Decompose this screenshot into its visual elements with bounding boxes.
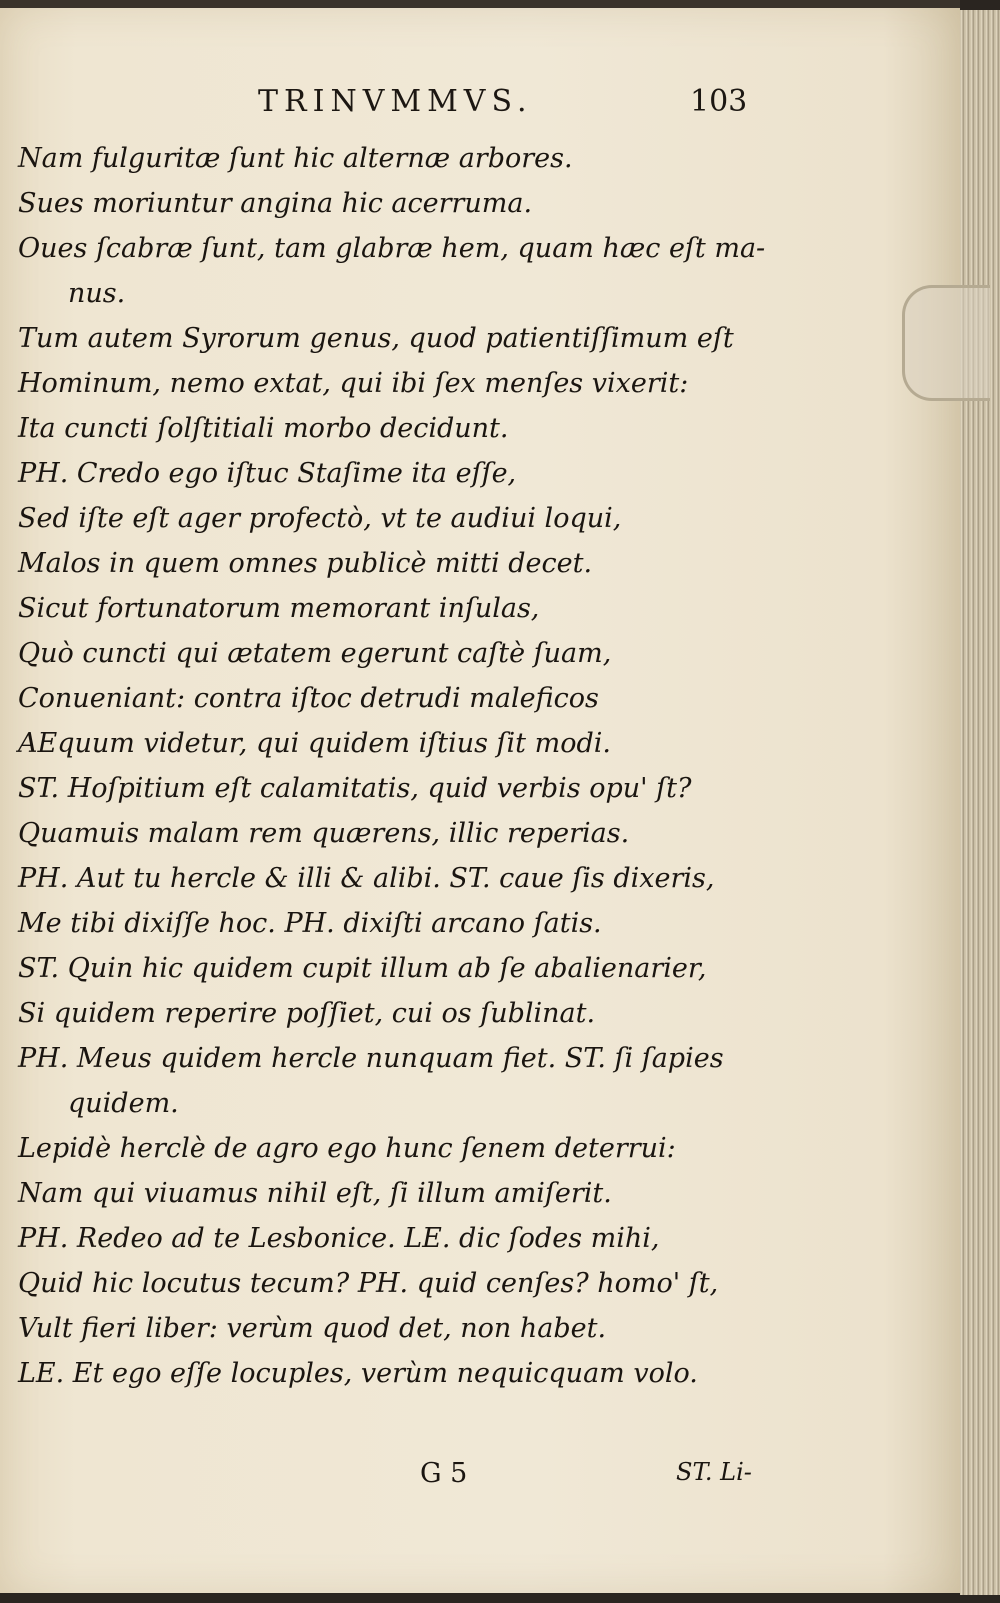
verse-line: Sicut fortunatorum memorant inſulas, bbox=[18, 593, 540, 624]
verse-line: nus. bbox=[68, 278, 126, 309]
verse-line: Conueniant: contra iſtoc detrudi maleficos bbox=[18, 683, 599, 714]
verse-line: Sues moriuntur angina hic acerruma. bbox=[18, 188, 533, 219]
verse-line: Malos in quem omnes publicè mitti decet. bbox=[18, 548, 593, 579]
verse-line: AEquum videtur, qui quidem iſtius ſit modi. bbox=[18, 728, 611, 759]
verse-line: Si quidem reperire poſſiet, cui os ſublinat. bbox=[18, 998, 596, 1029]
page-header bbox=[0, 84, 960, 124]
verse-line: Ita cuncti ſolſtitiali morbo decidunt. bbox=[18, 413, 509, 444]
verse-line: PH. Aut tu hercle & illi & alibi. ST. caue ſis dixeris, bbox=[18, 863, 715, 894]
verse-line: Sed iſte eſt ager profectò, vt te audiui loqui, bbox=[18, 503, 622, 534]
verse-text bbox=[18, 136, 778, 1396]
verse-line: Hominum, nemo extat, qui ibi ſex menſes vixerit: bbox=[18, 368, 689, 399]
running-head: TRINVMMVS. bbox=[258, 84, 533, 119]
page-footer bbox=[0, 1458, 960, 1498]
verse-line: PH. Redeo ad te Lesbonice. LE. dic ſodes mihi, bbox=[18, 1223, 660, 1254]
page-fore-edge bbox=[960, 10, 1000, 1595]
verse-line: Oues ſcabræ ſunt, tam glabræ hem, quam hæc eſt ma- bbox=[18, 233, 766, 264]
page-clip bbox=[902, 285, 990, 401]
verse-line: Nam fulguritæ ſunt hic alternæ arbores. bbox=[18, 143, 573, 174]
signature-mark: G 5 bbox=[420, 1458, 468, 1489]
verse-line: quidem. bbox=[68, 1088, 179, 1119]
verse-line: ST. Hoſpitium eſt calamitatis, quid verbis opu' ſt? bbox=[18, 773, 692, 804]
verse-line: Vult fieri liber: verùm quod det, non habet. bbox=[18, 1313, 607, 1344]
verse-line: Tum autem Syrorum genus, quod patientiſſimum eſt bbox=[18, 323, 734, 354]
verse-line: Lepidè herclè de agro ego hunc ſenem deterrui: bbox=[18, 1133, 676, 1164]
verse-line: Me tibi dixiſſe hoc. PH. dixiſti arcano ſatis. bbox=[18, 908, 602, 939]
verse-line: PH. Credo ego iſtuc Staſime ita eſſe, bbox=[18, 458, 517, 489]
verse-line: LE. Et ego eſſe locuples, verùm nequicquam volo. bbox=[18, 1358, 698, 1389]
page-number: 103 bbox=[690, 84, 748, 119]
verse-line: ST. Quin hic quidem cupit illum ab ſe abalienarier, bbox=[18, 953, 707, 984]
verse-line: PH. Meus quidem hercle nunquam fiet. ST. ſi ſapies bbox=[18, 1043, 724, 1074]
catchword: ST. Li- bbox=[676, 1458, 752, 1486]
verse-line: Quò cuncti qui ætatem egerunt caſtè ſuam, bbox=[18, 638, 612, 669]
verse-line: Quid hic locutus tecum? PH. quid cenſes? homo' ſt, bbox=[18, 1268, 719, 1299]
verse-line: Nam qui viuamus nihil eſt, ſi illum amiſerit. bbox=[18, 1178, 612, 1209]
verse-line: Quamuis malam rem quærens, illic reperias. bbox=[18, 818, 630, 849]
